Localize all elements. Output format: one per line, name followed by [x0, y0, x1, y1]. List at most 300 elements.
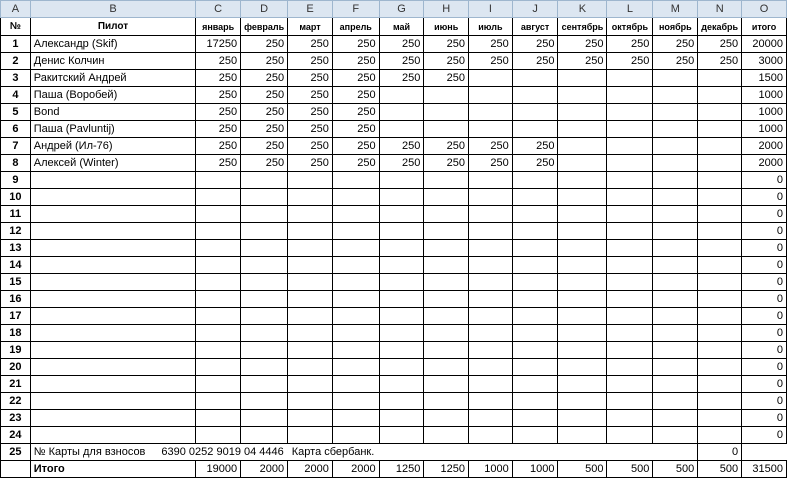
column-header-h[interactable]: H [424, 1, 469, 18]
month-value[interactable] [379, 308, 424, 325]
month-value[interactable] [424, 240, 469, 257]
month-value[interactable] [424, 121, 469, 138]
month-value[interactable] [698, 393, 742, 410]
month-value[interactable] [558, 308, 607, 325]
row-number[interactable]: 21 [1, 376, 31, 393]
pilot-name[interactable]: Паша (Воробей) [30, 87, 195, 104]
month-value[interactable] [698, 325, 742, 342]
row-total[interactable]: 0 [742, 223, 787, 240]
month-total[interactable]: 1250 [424, 461, 469, 478]
month-value[interactable] [379, 172, 424, 189]
month-value[interactable] [607, 172, 653, 189]
month-value[interactable] [196, 427, 241, 444]
month-value[interactable] [241, 410, 288, 427]
column-header-b[interactable]: B [30, 1, 195, 18]
month-value[interactable] [558, 427, 607, 444]
month-value[interactable]: 250 [424, 138, 469, 155]
row-total[interactable]: 0 [742, 308, 787, 325]
month-value[interactable] [558, 257, 607, 274]
month-value[interactable] [469, 342, 513, 359]
month-value[interactable]: 250 [196, 121, 241, 138]
column-header-c[interactable]: C [196, 1, 241, 18]
month-value[interactable] [288, 376, 333, 393]
month-value[interactable]: 17250 [196, 36, 241, 53]
month-value[interactable] [469, 87, 513, 104]
row-number[interactable]: 8 [1, 155, 31, 172]
month-value[interactable] [558, 172, 607, 189]
month-value[interactable]: 250 [288, 155, 333, 172]
month-value[interactable] [424, 325, 469, 342]
month-value[interactable] [469, 172, 513, 189]
month-value[interactable] [288, 172, 333, 189]
month-value[interactable] [424, 342, 469, 359]
month-value[interactable]: 250 [424, 53, 469, 70]
month-value[interactable] [558, 376, 607, 393]
month-value[interactable] [379, 223, 424, 240]
month-value[interactable] [653, 172, 698, 189]
month-value[interactable] [512, 291, 558, 308]
month-value[interactable]: 250 [469, 138, 513, 155]
month-value[interactable] [653, 359, 698, 376]
month-total[interactable]: 19000 [196, 461, 241, 478]
month-value[interactable] [241, 189, 288, 206]
row-total[interactable]: 0 [742, 240, 787, 257]
month-value[interactable]: 250 [196, 70, 241, 87]
month-value[interactable] [424, 291, 469, 308]
month-value[interactable] [288, 410, 333, 427]
month-value[interactable] [607, 359, 653, 376]
month-value[interactable] [241, 257, 288, 274]
pilot-name[interactable]: Андрей (Ил-76) [30, 138, 195, 155]
month-value[interactable] [332, 257, 379, 274]
header-month[interactable]: август [512, 18, 558, 36]
month-value[interactable] [653, 138, 698, 155]
month-total[interactable]: 1000 [512, 461, 558, 478]
month-value[interactable] [558, 291, 607, 308]
month-value[interactable] [698, 206, 742, 223]
row-total[interactable]: 0 [742, 325, 787, 342]
pilot-name[interactable]: Ракитский Андрей [30, 70, 195, 87]
month-value[interactable] [512, 87, 558, 104]
month-value[interactable] [558, 121, 607, 138]
row-total[interactable]: 0 [742, 410, 787, 427]
month-value[interactable]: 250 [196, 53, 241, 70]
month-value[interactable]: 250 [379, 155, 424, 172]
month-value[interactable] [469, 359, 513, 376]
grand-total[interactable]: 31500 [742, 461, 787, 478]
month-value[interactable] [653, 376, 698, 393]
month-value[interactable] [196, 325, 241, 342]
month-value[interactable]: 250 [241, 155, 288, 172]
row-number[interactable]: 6 [1, 121, 31, 138]
header-month[interactable]: июль [469, 18, 513, 36]
month-value[interactable] [653, 274, 698, 291]
month-value[interactable]: 250 [512, 53, 558, 70]
month-value[interactable] [698, 342, 742, 359]
month-value[interactable] [196, 257, 241, 274]
month-value[interactable]: 250 [241, 70, 288, 87]
month-value[interactable] [653, 155, 698, 172]
month-value[interactable] [241, 308, 288, 325]
month-value[interactable]: 250 [424, 70, 469, 87]
month-value[interactable] [653, 70, 698, 87]
month-value[interactable] [469, 274, 513, 291]
month-value[interactable] [512, 257, 558, 274]
row-number[interactable]: 23 [1, 410, 31, 427]
month-value[interactable]: 250 [512, 138, 558, 155]
month-value[interactable] [196, 410, 241, 427]
month-value[interactable] [698, 308, 742, 325]
month-value[interactable] [196, 206, 241, 223]
column-header-k[interactable]: K [558, 1, 607, 18]
pilot-name[interactable]: Паша (Pavluntij) [30, 121, 195, 138]
month-value[interactable] [469, 189, 513, 206]
month-value[interactable] [512, 308, 558, 325]
row-total[interactable]: 1000 [742, 121, 787, 138]
month-value[interactable]: 250 [607, 36, 653, 53]
month-value[interactable] [332, 308, 379, 325]
month-value[interactable] [424, 393, 469, 410]
row-number[interactable]: 24 [1, 427, 31, 444]
month-value[interactable]: 250 [332, 36, 379, 53]
month-value[interactable] [424, 427, 469, 444]
month-value[interactable] [698, 376, 742, 393]
month-value[interactable] [698, 274, 742, 291]
month-value[interactable] [424, 223, 469, 240]
month-value[interactable]: 250 [288, 53, 333, 70]
month-value[interactable]: 250 [288, 87, 333, 104]
month-value[interactable] [607, 410, 653, 427]
header-month[interactable]: май [379, 18, 424, 36]
month-value[interactable]: 250 [698, 53, 742, 70]
month-value[interactable] [512, 121, 558, 138]
month-value[interactable] [698, 359, 742, 376]
pilot-name[interactable] [30, 257, 195, 274]
row-total[interactable]: 1000 [742, 104, 787, 121]
month-value[interactable] [698, 172, 742, 189]
header-month[interactable]: апрель [332, 18, 379, 36]
month-value[interactable]: 250 [288, 121, 333, 138]
month-value[interactable] [469, 376, 513, 393]
row-total[interactable]: 0 [742, 342, 787, 359]
column-header-o[interactable]: O [742, 1, 787, 18]
row-total[interactable]: 0 [742, 206, 787, 223]
row-total[interactable]: 0 [742, 291, 787, 308]
month-value[interactable]: 250 [424, 36, 469, 53]
row-number[interactable]: 7 [1, 138, 31, 155]
month-value[interactable] [196, 376, 241, 393]
month-value[interactable] [607, 206, 653, 223]
row-number[interactable]: 1 [1, 36, 31, 53]
month-value[interactable]: 250 [379, 138, 424, 155]
month-value[interactable] [512, 172, 558, 189]
pilot-name[interactable] [30, 206, 195, 223]
header-month[interactable]: октябрь [607, 18, 653, 36]
pilot-name[interactable] [30, 427, 195, 444]
column-header-j[interactable]: J [512, 1, 558, 18]
header-month[interactable]: март [288, 18, 333, 36]
pilot-name[interactable] [30, 393, 195, 410]
month-value[interactable] [558, 223, 607, 240]
month-value[interactable] [653, 427, 698, 444]
month-value[interactable] [424, 87, 469, 104]
month-value[interactable]: 250 [512, 155, 558, 172]
month-value[interactable] [469, 104, 513, 121]
row-total[interactable]: 3000 [742, 53, 787, 70]
month-value[interactable]: 250 [241, 53, 288, 70]
month-value[interactable] [558, 189, 607, 206]
row-number[interactable]: 15 [1, 274, 31, 291]
month-value[interactable]: 250 [698, 36, 742, 53]
row-number[interactable]: 17 [1, 308, 31, 325]
month-value[interactable]: 250 [241, 104, 288, 121]
month-value[interactable] [558, 87, 607, 104]
month-value[interactable] [288, 189, 333, 206]
month-value[interactable] [607, 223, 653, 240]
month-total[interactable]: 1250 [379, 461, 424, 478]
month-total[interactable]: 1000 [469, 461, 513, 478]
month-value[interactable] [332, 172, 379, 189]
month-value[interactable] [332, 410, 379, 427]
month-value[interactable] [288, 308, 333, 325]
row-total[interactable]: 2000 [742, 138, 787, 155]
month-value[interactable] [332, 223, 379, 240]
month-value[interactable] [607, 257, 653, 274]
month-value[interactable] [241, 291, 288, 308]
month-value[interactable] [379, 291, 424, 308]
pilot-name[interactable] [30, 410, 195, 427]
month-value[interactable] [424, 189, 469, 206]
month-value[interactable] [558, 325, 607, 342]
month-value[interactable]: 250 [424, 155, 469, 172]
row-total[interactable]: 0 [742, 427, 787, 444]
month-value[interactable] [469, 121, 513, 138]
header-num[interactable]: № [1, 18, 31, 36]
row-number[interactable]: 10 [1, 189, 31, 206]
month-value[interactable]: 250 [512, 36, 558, 53]
month-value[interactable] [698, 410, 742, 427]
month-value[interactable] [241, 223, 288, 240]
month-value[interactable] [607, 138, 653, 155]
month-value[interactable] [558, 240, 607, 257]
month-value[interactable] [379, 87, 424, 104]
month-value[interactable] [288, 274, 333, 291]
month-value[interactable] [241, 172, 288, 189]
total-index-empty[interactable] [1, 461, 31, 478]
month-value[interactable] [698, 138, 742, 155]
month-value[interactable] [607, 155, 653, 172]
month-value[interactable] [332, 325, 379, 342]
month-value[interactable]: 250 [196, 87, 241, 104]
month-value[interactable] [288, 393, 333, 410]
month-value[interactable] [332, 291, 379, 308]
row-number[interactable]: 25 [1, 444, 31, 461]
month-value[interactable] [512, 189, 558, 206]
month-value[interactable]: 250 [196, 138, 241, 155]
month-value[interactable] [653, 240, 698, 257]
month-value[interactable] [512, 359, 558, 376]
pilot-name[interactable] [30, 274, 195, 291]
row-number[interactable]: 4 [1, 87, 31, 104]
column-header-f[interactable]: F [332, 1, 379, 18]
row-total[interactable]: 0 [742, 189, 787, 206]
month-value[interactable] [241, 359, 288, 376]
month-value[interactable] [332, 393, 379, 410]
month-value[interactable] [379, 410, 424, 427]
column-header-m[interactable]: M [653, 1, 698, 18]
row-number[interactable]: 3 [1, 70, 31, 87]
month-value[interactable] [558, 359, 607, 376]
month-value[interactable] [424, 410, 469, 427]
month-value[interactable] [196, 393, 241, 410]
month-value[interactable] [241, 342, 288, 359]
month-value[interactable] [698, 189, 742, 206]
month-value[interactable] [607, 325, 653, 342]
month-value[interactable] [512, 376, 558, 393]
month-value[interactable]: 250 [332, 121, 379, 138]
month-value[interactable] [512, 240, 558, 257]
month-value[interactable] [653, 121, 698, 138]
month-value[interactable] [653, 104, 698, 121]
month-value[interactable] [512, 70, 558, 87]
month-value[interactable] [241, 206, 288, 223]
month-value[interactable] [196, 308, 241, 325]
month-value[interactable]: 250 [469, 36, 513, 53]
month-value[interactable]: 250 [558, 36, 607, 53]
month-value[interactable] [698, 223, 742, 240]
month-value[interactable]: 250 [288, 36, 333, 53]
month-value[interactable] [698, 291, 742, 308]
month-value[interactable] [698, 240, 742, 257]
month-value[interactable] [424, 257, 469, 274]
header-month[interactable]: февраль [241, 18, 288, 36]
month-value[interactable] [607, 104, 653, 121]
month-value[interactable] [379, 274, 424, 291]
month-value[interactable] [288, 206, 333, 223]
month-value[interactable] [379, 427, 424, 444]
month-value[interactable] [607, 308, 653, 325]
month-value[interactable] [653, 308, 698, 325]
month-value[interactable] [512, 206, 558, 223]
month-value[interactable] [469, 308, 513, 325]
column-header-l[interactable]: L [607, 1, 653, 18]
month-total[interactable]: 2000 [288, 461, 333, 478]
month-value[interactable] [512, 427, 558, 444]
header-pilot[interactable]: Пилот [30, 18, 195, 36]
month-value[interactable] [512, 410, 558, 427]
pilot-name[interactable] [30, 308, 195, 325]
month-value[interactable] [332, 376, 379, 393]
header-month[interactable]: декабрь [698, 18, 742, 36]
month-value[interactable]: 250 [379, 53, 424, 70]
month-value[interactable] [653, 206, 698, 223]
month-value[interactable] [469, 393, 513, 410]
month-value[interactable] [379, 376, 424, 393]
month-value[interactable] [332, 342, 379, 359]
month-value[interactable] [607, 393, 653, 410]
month-value[interactable] [424, 359, 469, 376]
month-value[interactable]: 250 [469, 155, 513, 172]
pilot-name[interactable]: Алексей (Winter) [30, 155, 195, 172]
row-total[interactable]: 1000 [742, 87, 787, 104]
row-total[interactable]: 0 [742, 274, 787, 291]
month-value[interactable]: 250 [332, 138, 379, 155]
month-value[interactable] [424, 104, 469, 121]
month-value[interactable] [512, 393, 558, 410]
month-value[interactable] [607, 240, 653, 257]
month-value[interactable] [698, 427, 742, 444]
pilot-name[interactable] [30, 376, 195, 393]
month-value[interactable]: 250 [241, 138, 288, 155]
row-number[interactable]: 5 [1, 104, 31, 121]
month-value[interactable] [698, 257, 742, 274]
total-label[interactable]: Итого [30, 461, 195, 478]
row-number[interactable]: 22 [1, 393, 31, 410]
month-value[interactable] [653, 291, 698, 308]
month-value[interactable] [607, 274, 653, 291]
month-value[interactable] [379, 359, 424, 376]
month-value[interactable] [469, 410, 513, 427]
pilot-name[interactable]: Денис Колчин [30, 53, 195, 70]
month-value[interactable] [653, 257, 698, 274]
column-header-n[interactable]: N [698, 1, 742, 18]
month-value[interactable]: 250 [332, 104, 379, 121]
month-value[interactable] [512, 223, 558, 240]
month-value[interactable]: 250 [288, 104, 333, 121]
row-total[interactable]: 0 [742, 376, 787, 393]
month-value[interactable] [512, 325, 558, 342]
month-value[interactable] [241, 325, 288, 342]
row-total[interactable]: 0 [698, 444, 742, 461]
month-value[interactable] [424, 274, 469, 291]
row-total[interactable]: 0 [742, 359, 787, 376]
month-total[interactable]: 500 [653, 461, 698, 478]
month-value[interactable] [332, 189, 379, 206]
month-value[interactable] [288, 291, 333, 308]
pilot-name[interactable] [30, 291, 195, 308]
month-value[interactable] [558, 70, 607, 87]
month-value[interactable] [332, 240, 379, 257]
pilot-name[interactable] [30, 342, 195, 359]
month-total[interactable]: 2000 [332, 461, 379, 478]
month-value[interactable] [653, 87, 698, 104]
month-value[interactable] [607, 291, 653, 308]
month-value[interactable]: 250 [653, 36, 698, 53]
month-value[interactable] [653, 342, 698, 359]
month-value[interactable] [698, 87, 742, 104]
month-value[interactable] [288, 223, 333, 240]
month-value[interactable]: 250 [332, 155, 379, 172]
pilot-name[interactable]: Александр (Skif) [30, 36, 195, 53]
month-value[interactable] [196, 342, 241, 359]
pilot-name[interactable] [30, 359, 195, 376]
month-value[interactable] [558, 410, 607, 427]
month-value[interactable] [653, 410, 698, 427]
month-value[interactable] [288, 257, 333, 274]
row-total[interactable]: 0 [742, 393, 787, 410]
month-value[interactable] [196, 240, 241, 257]
month-value[interactable]: 250 [379, 36, 424, 53]
month-value[interactable] [332, 427, 379, 444]
month-value[interactable] [379, 104, 424, 121]
month-value[interactable] [379, 325, 424, 342]
pilot-name[interactable] [30, 240, 195, 257]
row-total[interactable]: 0 [742, 257, 787, 274]
month-value[interactable] [196, 359, 241, 376]
row-number[interactable]: 9 [1, 172, 31, 189]
pilot-name[interactable]: Bond [30, 104, 195, 121]
month-value[interactable] [196, 291, 241, 308]
